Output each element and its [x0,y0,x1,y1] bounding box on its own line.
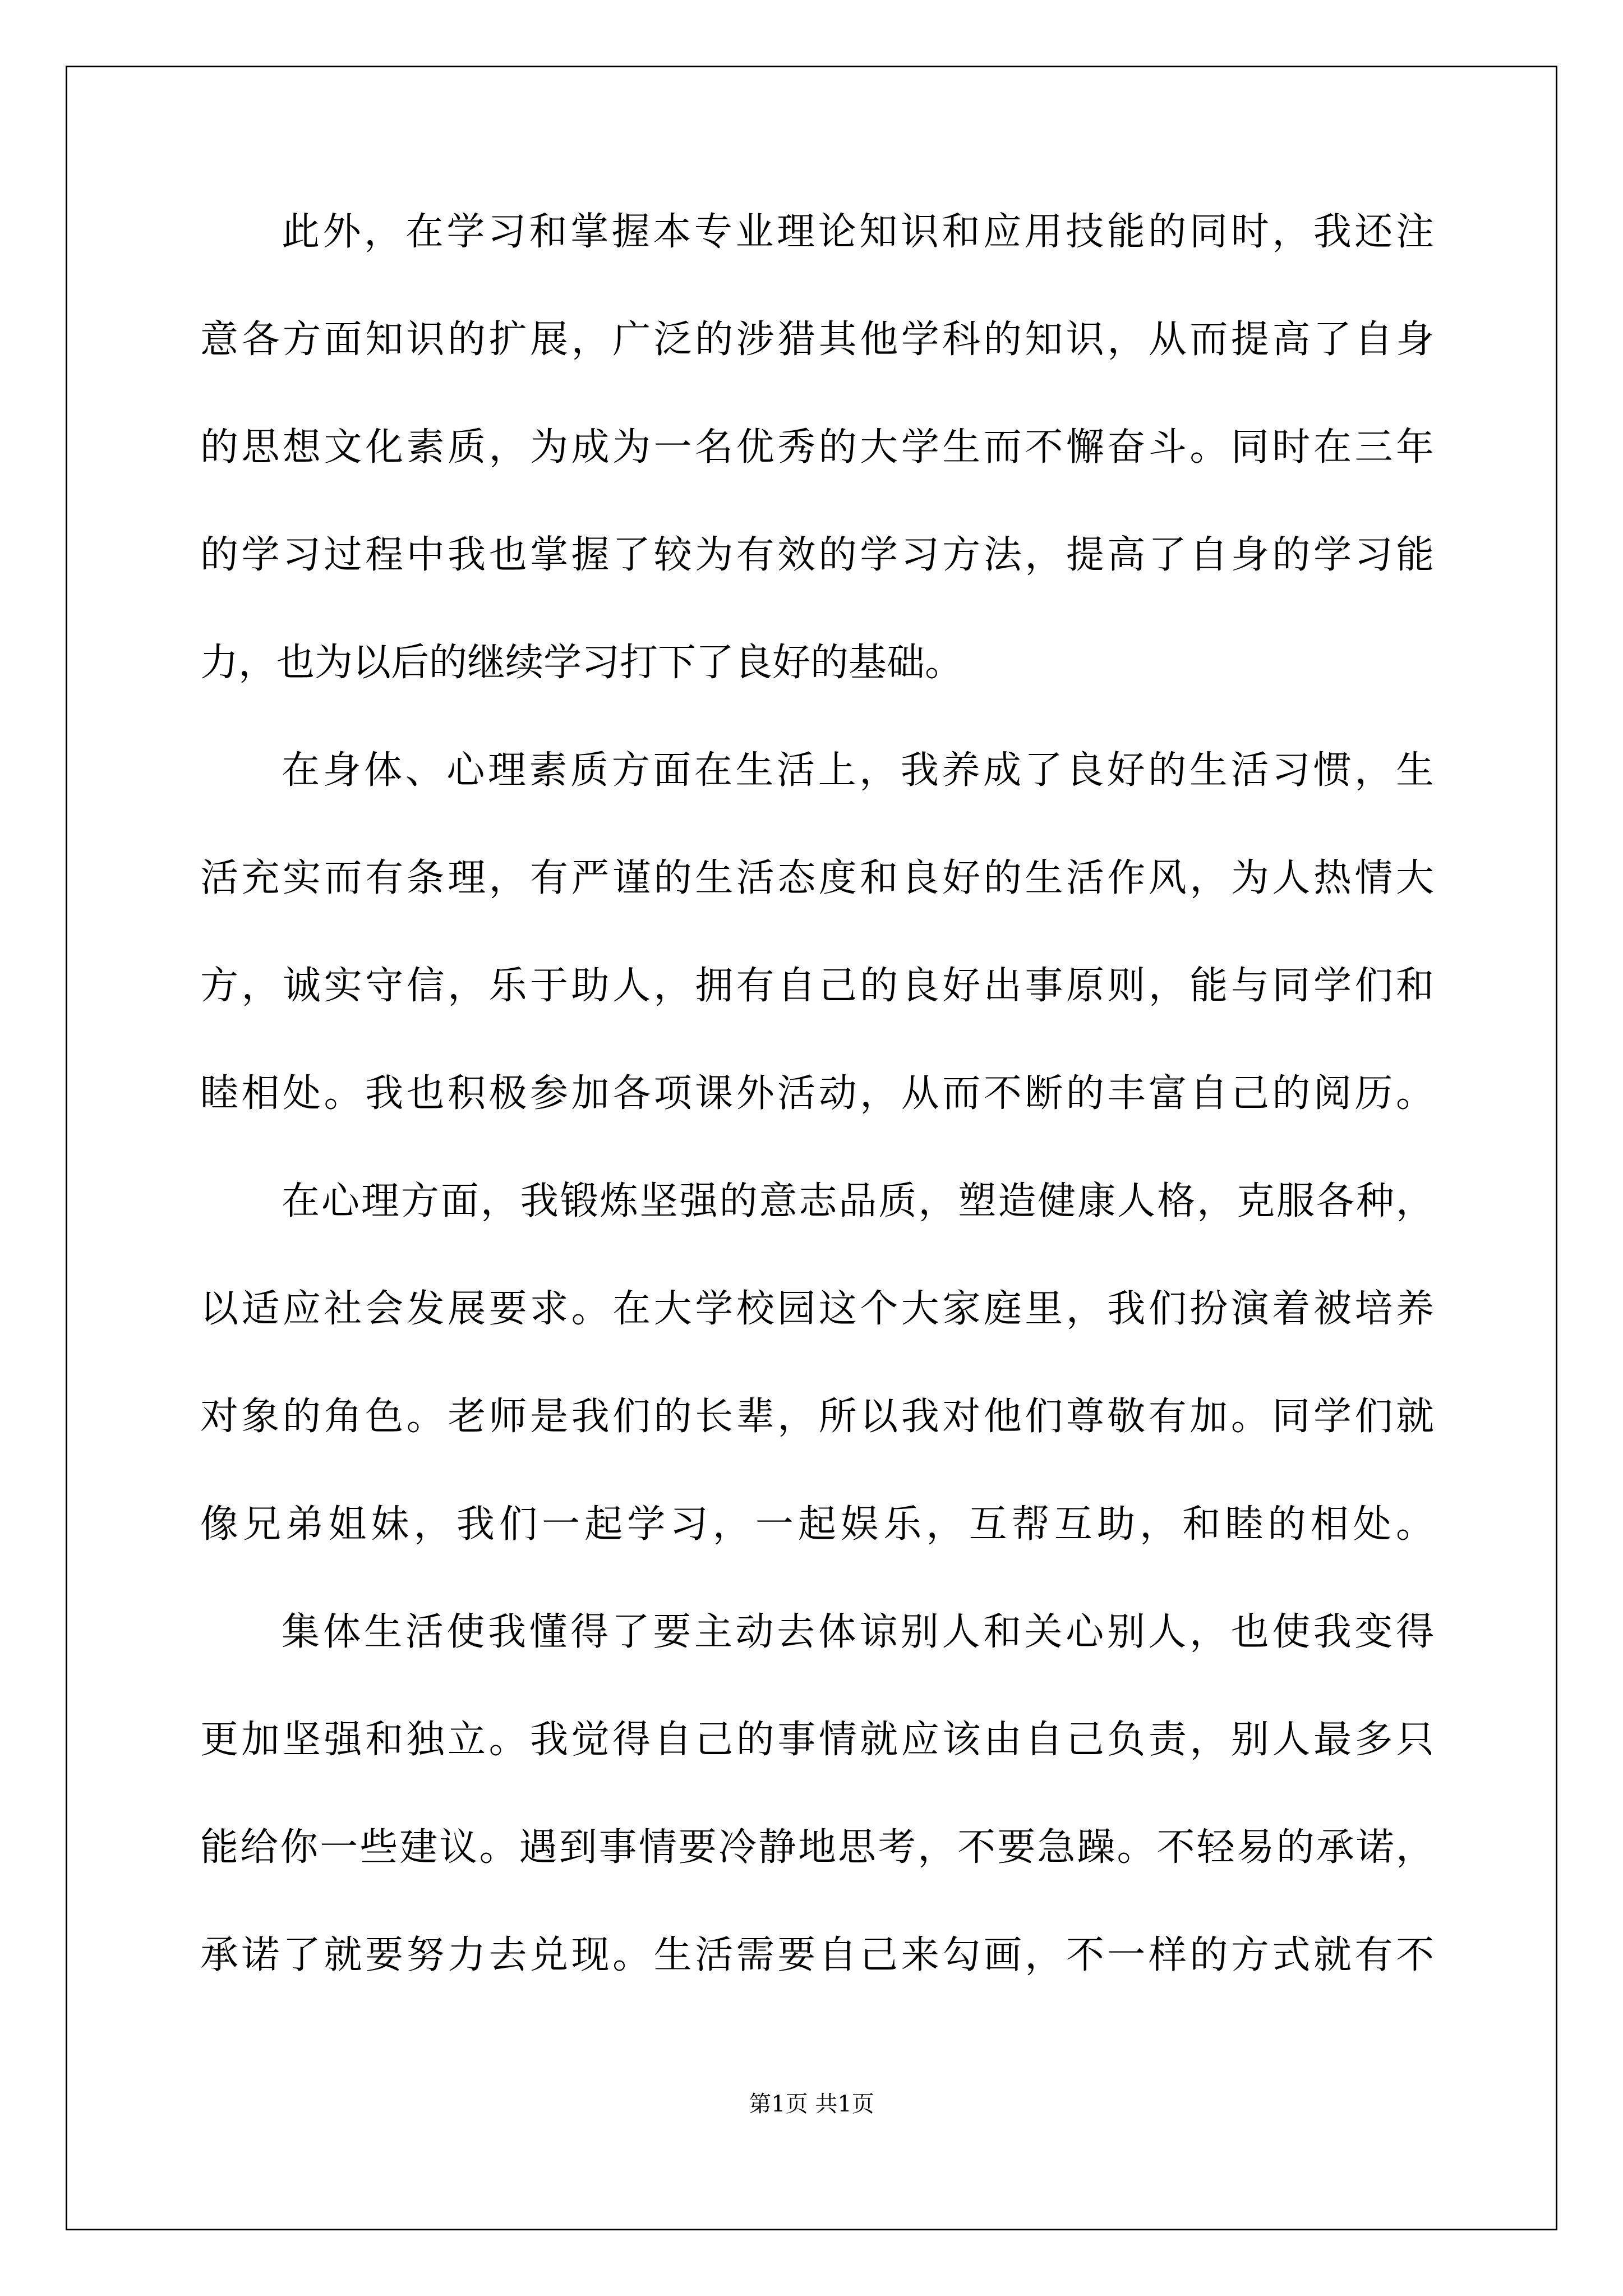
text-line: 像兄弟姐妹，我们一起学习，一起娱乐，互帮互助，和睦的相处。 [200,1502,1434,1547]
text-line: 在身体、心理素质方面在生活上，我养成了良好的生活习惯，生 [282,748,1434,793]
text-line: 活充实而有条理，有严谨的生活态度和良好的生活作风，为人热情大 [200,856,1434,900]
text-line: 此外，在学习和掌握本专业理论知识和应用技能的同时，我还注 [282,210,1434,254]
text-line: 方，诚实守信，乐于助人，拥有自己的良好出事原则，能与同学们和 [200,964,1434,1008]
text-line: 能给你一些建议。遇到事情要冷静地思考，不要急躁。不轻易的承诺， [200,1825,1434,1870]
text-line: 更加坚强和独立。我觉得自己的事情就应该由自己负责，别人最多只 [200,1718,1434,1762]
document-body [200,210,1434,2046]
text-line: 的学习过程中我也掌握了较为有效的学习方法，提高了自身的学习能 [200,533,1434,577]
text-line: 对象的角色。老师是我们的长辈，所以我对他们尊敬有加。同学们就 [200,1395,1434,1439]
text-line: 以适应社会发展要求。在大学校园这个大家庭里，我们扮演着被培养 [200,1287,1434,1331]
text-line: 意各方面知识的扩展，广泛的涉猎其他学科的知识，从而提高了自身 [200,318,1434,362]
text-line: 承诺了就要努力去兑现。生活需要自己来勾画，不一样的方式就有不 [200,1933,1434,1977]
text-line: 在心理方面，我锻炼坚强的意志品质，塑造健康人格，克服各种， [282,1179,1434,1223]
text-line: 睦相处。我也积极参加各项课外活动，从而不断的丰富自己的阅历。 [200,1071,1434,1116]
page-number: 第1页 共1页 [749,2091,874,2117]
text-line: 力，也为以后的继续学习打下了良好的基础。 [200,641,963,685]
text-line: 集体生活使我懂得了要主动去体谅别人和关心别人，也使我变得 [282,1610,1434,1654]
text-line: 的思想文化素质，为成为一名优秀的大学生而不懈奋斗。同时在三年 [200,425,1434,470]
